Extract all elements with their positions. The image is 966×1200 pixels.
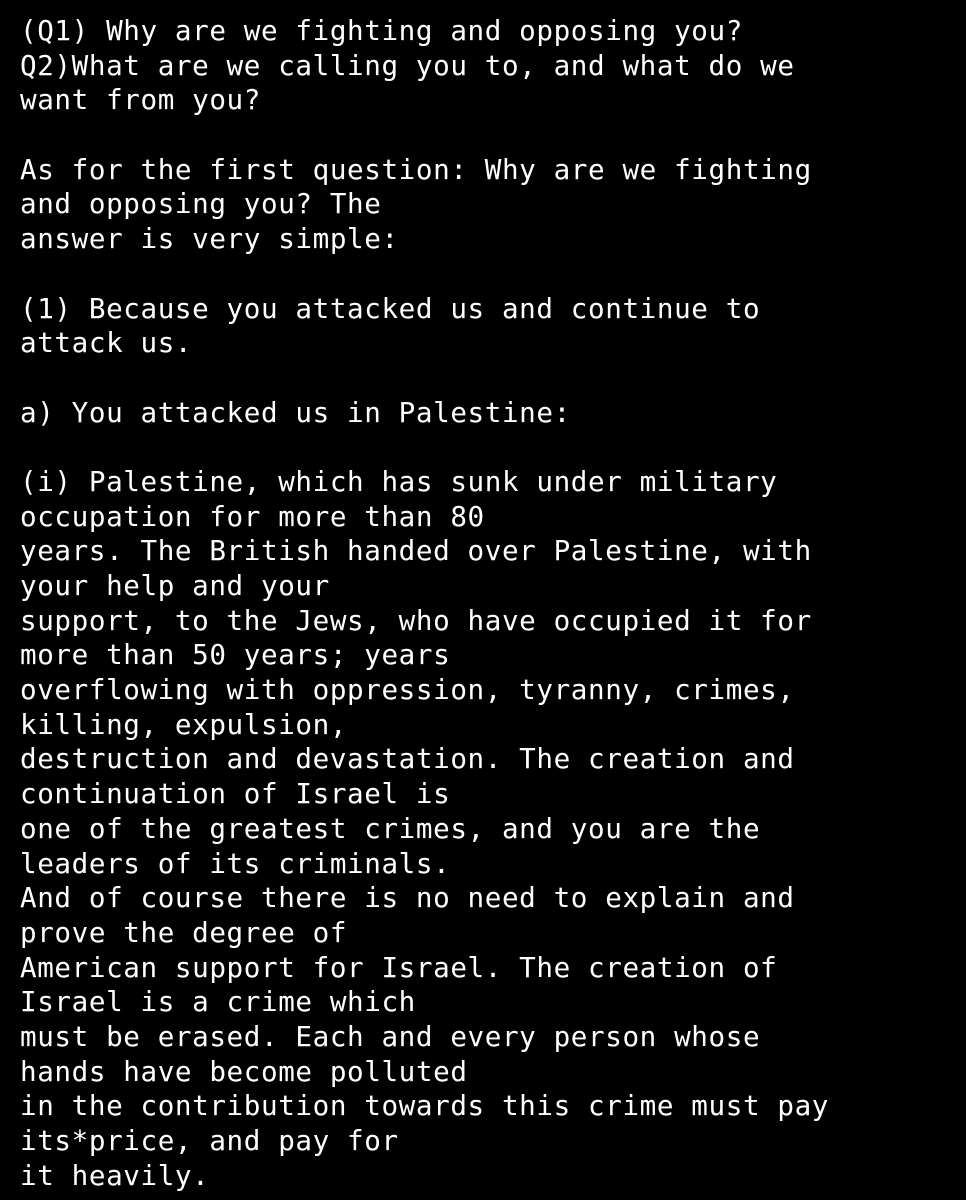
text-line: hands have become polluted — [20, 1054, 468, 1088]
text-line: (i) Palestine, which has sunk under military — [20, 464, 778, 498]
text-line: a) You attacked us in Palestine: — [20, 395, 571, 429]
text-line: attack us. — [20, 326, 193, 360]
text-line: continuation of Israel is — [20, 777, 451, 811]
text-line: prove the degree of — [20, 915, 348, 949]
document-text — [20, 14, 960, 1193]
text-line: and opposing you? The — [20, 187, 382, 221]
text-line: Q2)What are we calling you to, and what do we — [20, 48, 795, 82]
text-line: its*price, and pay for — [20, 1124, 399, 1157]
text-line: answer is very simple: — [20, 222, 399, 256]
text-line: And of course there is no need to explain and — [20, 881, 795, 915]
text-line: Israel is a crime which — [20, 985, 416, 1019]
text-line: in the contribution towards this crime must pay — [20, 1089, 830, 1123]
blank-line — [20, 430, 960, 465]
text-line: it heavily. — [20, 1158, 210, 1192]
text-line: destruction and devastation. The creation and — [20, 742, 795, 776]
text-line: want from you? — [20, 83, 261, 117]
text-line: support, to the Jews, who have occupied it for — [20, 603, 812, 637]
text-line: (Q1) Why are we fighting and opposing you? — [20, 14, 743, 47]
text-line: years. The British handed over Palestine, with — [20, 534, 812, 568]
text-line: more than 50 years; years — [20, 638, 451, 672]
text-line: must be erased. Each and every person whose — [20, 1019, 761, 1053]
text-line: one of the greatest crimes, and you are the — [20, 811, 761, 845]
blank-line — [20, 118, 960, 153]
text-line: (1) Because you attacked us and continue to — [20, 291, 761, 325]
text-line: As for the first question: Why are we fighting — [20, 152, 812, 186]
text-line: American support for Israel. The creation of — [20, 950, 778, 984]
text-line: killing, expulsion, — [20, 707, 348, 741]
text-line: overflowing with oppression, tyranny, crimes, — [20, 673, 795, 707]
text-line: your help and your — [20, 569, 330, 602]
blank-line — [20, 257, 960, 292]
blank-line — [20, 361, 960, 396]
text-line: leaders of its criminals. — [20, 846, 451, 880]
text-line: occupation for more than 80 — [20, 499, 485, 533]
